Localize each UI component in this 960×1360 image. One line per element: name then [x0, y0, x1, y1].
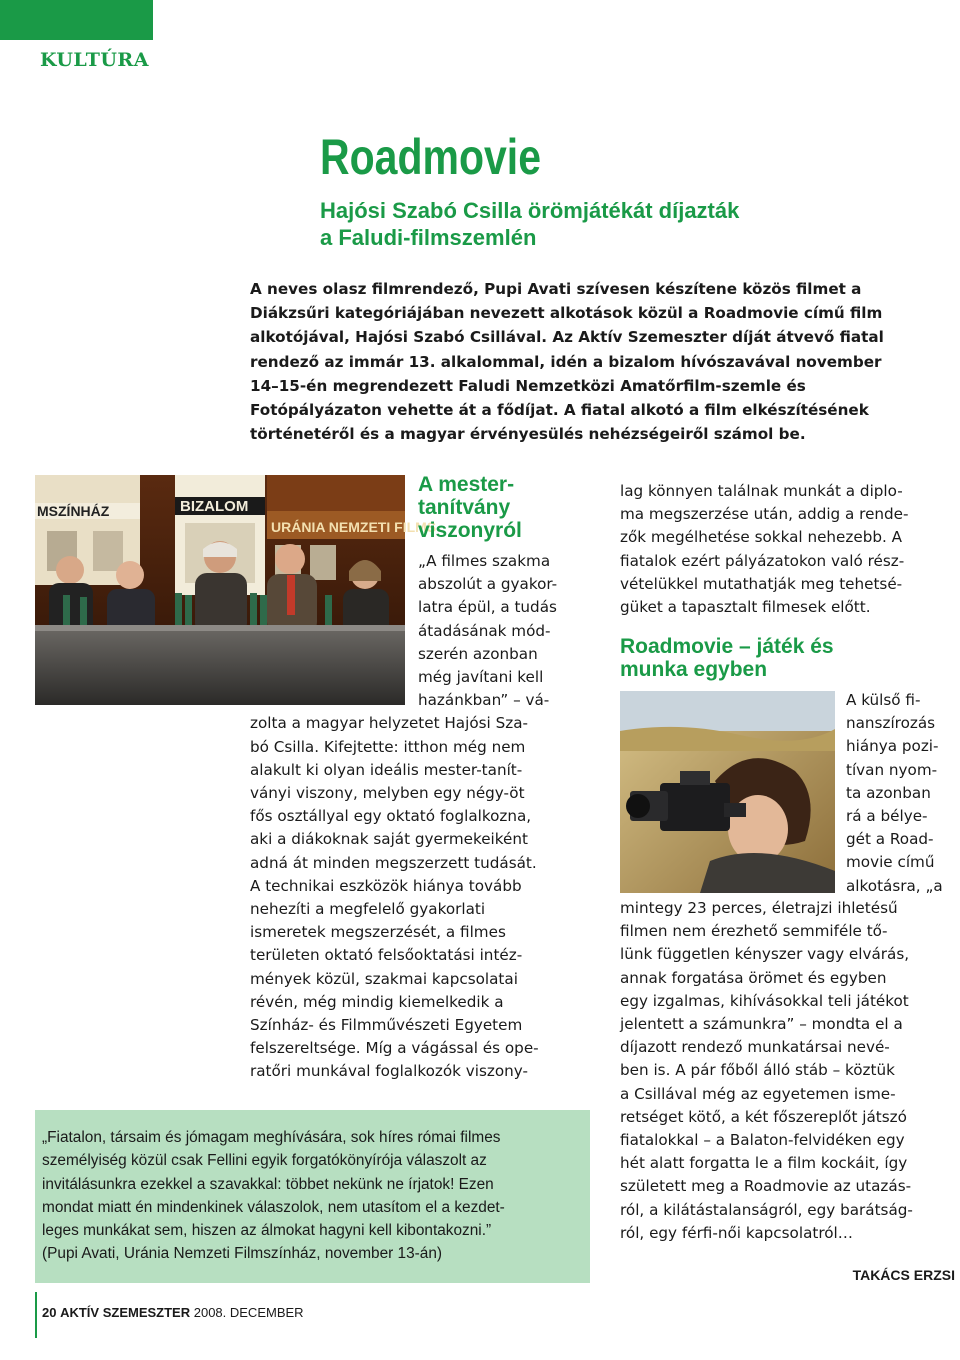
section2-heading — [620, 635, 834, 681]
page-footer — [42, 1305, 304, 1320]
body-line: ványi viszony, melyben egy négy-öt — [250, 784, 525, 803]
subtitle-line: Hajósi Szabó Csilla örömjátékát díjazták — [320, 198, 740, 223]
page-number: 20 — [42, 1305, 57, 1320]
heading-line: A mester- — [418, 473, 515, 496]
body-line: jelentett a számunkra” – mondta el a — [620, 1015, 903, 1034]
body-line: ben is. A pár főből álló stáb – köztük — [620, 1061, 895, 1080]
body-line: szerén azonban — [418, 644, 538, 663]
body-line: „A filmes szakma — [418, 552, 551, 570]
body-line: díjazott rendező munkatársai nevé- — [620, 1038, 890, 1057]
body-line: gét a Road- — [846, 830, 934, 849]
author-byline: TAKÁCS ERZSI — [852, 1267, 955, 1283]
body-line: hiánya pozi- — [846, 737, 939, 756]
body-line: ról, egy férfi-női kapcsolatról… — [620, 1223, 853, 1242]
body-line: alkotásra, „a — [846, 876, 943, 895]
heading-line: munka egyben — [620, 658, 768, 681]
body-line: ma megszerzése után, addig a rende- — [620, 505, 909, 524]
body-line: ismeretek megszerzését, a filmes — [250, 923, 506, 942]
issue-date: 2008. DECEMBER — [193, 1305, 304, 1320]
section-color-block — [0, 0, 153, 40]
body-line: güket a tapasztalt filmesek előtt. — [620, 598, 871, 617]
body-line: vételükkel mutathatják meg tehetsé- — [620, 574, 903, 593]
body-line: zők megélhetése sokkal nehezebb. A — [620, 528, 903, 547]
body-line: ta azonban — [846, 783, 931, 802]
body-line: nanszírozás — [846, 714, 936, 733]
body-line: filmen nem érezhető semmiféle tő- — [620, 922, 888, 941]
body-line: révén, még mindig kiemelkedik a — [250, 992, 504, 1011]
article-subtitle — [320, 197, 739, 251]
body-line: a Csillával még az egyetemen isme- — [620, 1084, 896, 1103]
body-line: A külső fi- — [846, 691, 921, 709]
body-line: területen oktató felsőoktatási intéz- — [250, 946, 523, 965]
body-line: ratőri munkával foglalkozók viszony- — [250, 1062, 528, 1081]
subtitle-line: a Faludi-filmszemlén — [320, 225, 537, 250]
body-line: mintegy 23 perces, életrajzi ihletésű — [620, 899, 898, 917]
body-line: még javítani kell — [418, 668, 544, 687]
footer-rule — [35, 1292, 37, 1338]
body-line: abszolút a gyakor- — [418, 575, 558, 594]
heading-line: viszonyról — [418, 519, 522, 542]
body-line: hazánkban” – vá- — [418, 691, 550, 710]
body-line: ról, a kilátástalanságról, egy barátság- — [620, 1200, 913, 1219]
body-line: hét alatt forgatta le a film kockáit, így — [620, 1154, 908, 1173]
body-line: egy izgalmas, kihívásokkal teli játékot — [620, 991, 909, 1010]
body-line: felszereltsége. Míg a vágással és ope- — [250, 1039, 539, 1058]
body-line: rá a bélye- — [846, 807, 928, 826]
body-line: zolta a magyar helyzetet Hajósi Sza- — [250, 714, 528, 733]
section1-heading — [418, 473, 522, 542]
article-lead: A neves olasz filmrendező, Pupi Avati szívesen készítene közös filmet a Diákzsűri kategóriájában nevezett alkotások közül a Roadmovie című film alkotójával, Hajósi Szabó Csillával. Az Aktív Szemeszter díját átvevő fiatal rendező az immár 13. alkalommal, idén a bizalom hívószavával november 14–15-én megrendezett Faludi Nemzetközi Amatőrfilm-szemle és Fotópályázaton vehette át a fődíjat. A fiatal alkotó a film elkészítésének történetéről és a magyar érvényesülés nehézségeiről számol be. — [250, 280, 884, 444]
body-line: movie című — [846, 853, 935, 872]
camerawoman-photo — [620, 691, 835, 893]
magazine-name: AKTÍV SZEMESZTER — [60, 1305, 191, 1320]
section-label: KULTÚRA — [40, 49, 149, 71]
body-line: fiatalokkal – a Balaton-felvidéken egy — [620, 1131, 905, 1150]
body-line: alakult ki olyan ideális mester-tanít- — [250, 760, 523, 779]
body-line: lünk független kényszer vagy elvárás, — [620, 945, 910, 964]
body-line: fiatalok ezért pályázatokon való rész- — [620, 551, 905, 570]
poster-left-text: MSZÍNHÁZ — [37, 503, 110, 519]
article-title: Roadmovie — [320, 129, 542, 185]
body-line: átadásának mód- — [418, 621, 551, 640]
body-line: adná át minden megszerzett tudását. — [250, 853, 537, 872]
section1-body — [250, 550, 557, 1084]
body-line: született meg a Roadmovie az utazás- — [620, 1177, 912, 1196]
poster-center-text: BIZALOM — [180, 498, 249, 515]
body-line: retséget kötő, a két főszereplőt játszó — [620, 1107, 907, 1126]
body-line: nehezíti a megfelelő gyakorlati — [250, 900, 486, 919]
body-line: aki a diákoknak saját gyermekeiként — [250, 830, 528, 849]
heading-line: Roadmovie – játék és — [620, 635, 834, 658]
body-line: annak forgatása örömet és egyben — [620, 968, 887, 987]
banner-text: URÁNIA NEMZETI FILMS — [271, 519, 437, 535]
section2-body — [620, 897, 913, 1245]
body-line: mények közül, szakmai kapcsolatai — [250, 969, 518, 988]
body-line: bó Csilla. Kifejtette: itthon még nem — [250, 737, 526, 756]
body-line: A technikai eszközök hiánya tovább — [250, 876, 522, 895]
section2-short-body — [846, 689, 943, 898]
body-line: latra épül, a tudás — [418, 598, 557, 617]
col3-body — [620, 480, 909, 619]
body-line: tívan nyom- — [846, 760, 938, 779]
pull-quote: „Fiatalon, társaim és jómagam meghívására, sok híres római filmes személyiség közül csak Fellini egyik forgatókönyírója válaszolt az invitálásunkra ezekkel a szavakkal: többet nekünk ne írjatok! Ezen mondat miatt én mindenkinek válaszolok, nem utasítom el a kezdet- leges munkákat sem, hiszen az álmokat hagyni kell kibontakozni.” (Pupi Avati, Uránia Nemzeti Filmszínház, november 13-án) — [42, 1129, 505, 1263]
body-line: lag könnyen találnak munkát a diplo- — [620, 482, 903, 500]
body-line: fős osztállyal egy oktató foglalkozna, — [250, 807, 532, 826]
camerawoman-illustration — [620, 691, 835, 893]
body-line: Színház- és Filmművészeti Egyetem — [250, 1016, 523, 1035]
heading-line: tanítvány — [418, 496, 511, 519]
